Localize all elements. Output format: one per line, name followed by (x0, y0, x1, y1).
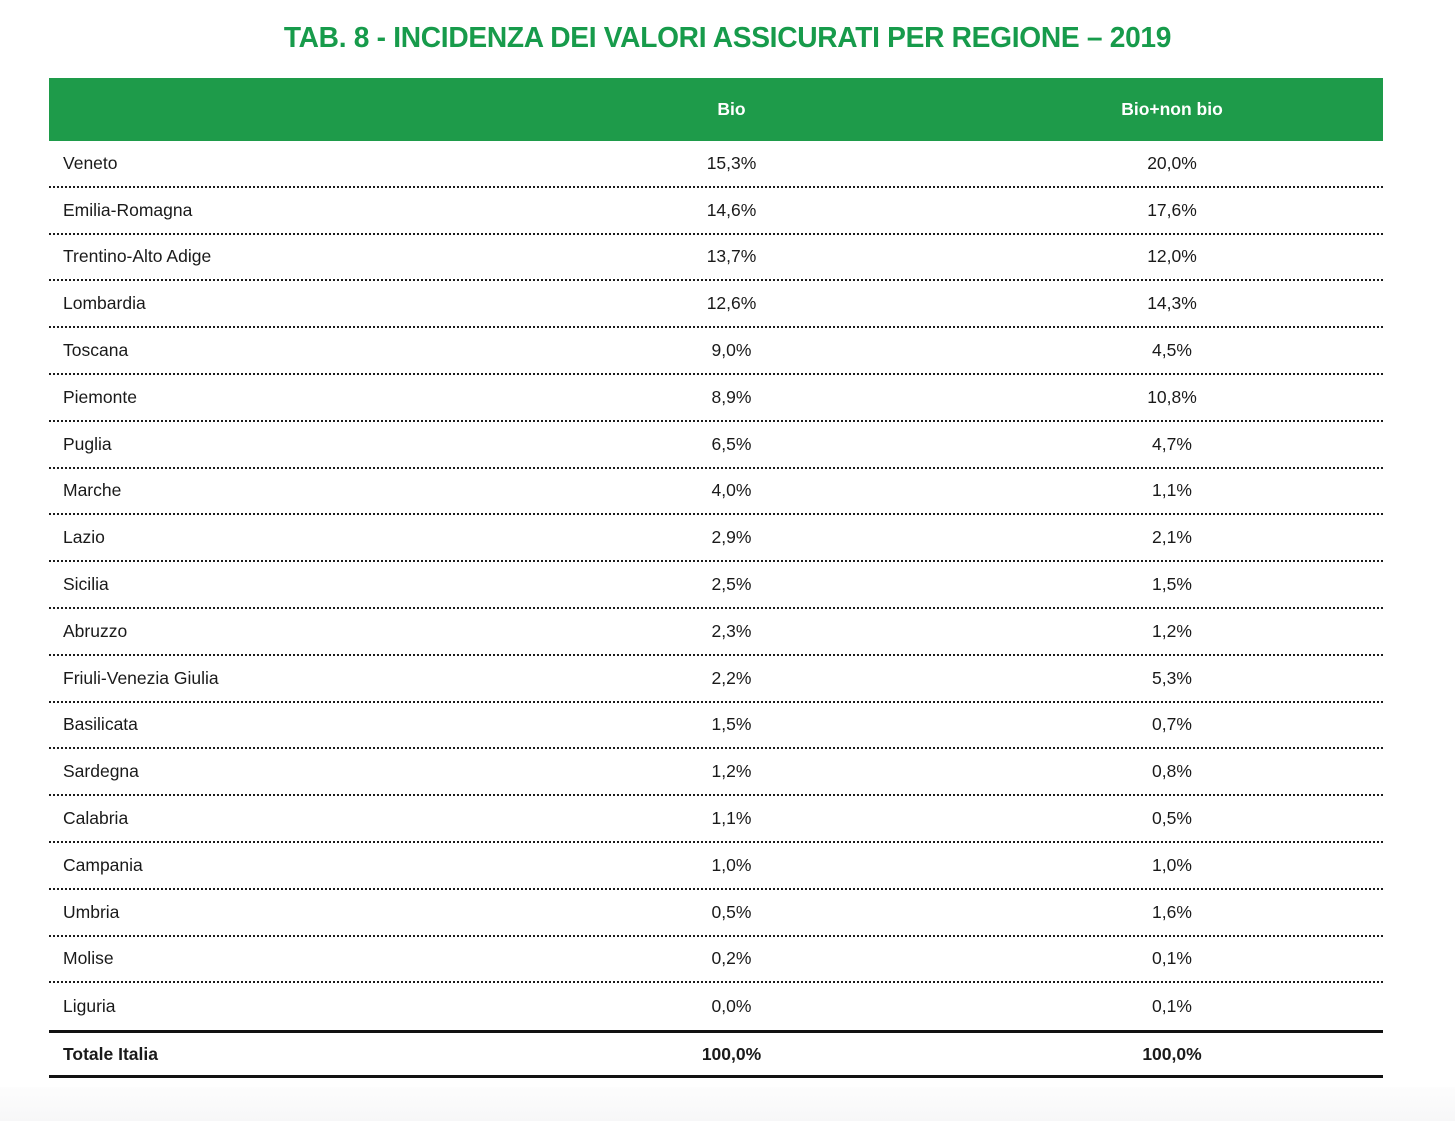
table-row (49, 609, 1383, 656)
bio-non-bio-value-cell: 12,0% (1147, 246, 1197, 267)
table-row (49, 796, 1383, 843)
table-row (49, 703, 1383, 750)
region-name-cell: Veneto (63, 152, 118, 173)
total-bio-value: 100,0% (701, 1043, 762, 1064)
bio-non-bio-value-cell: 1,0% (1152, 854, 1192, 875)
table-row (49, 235, 1383, 282)
region-name-cell: Lazio (63, 527, 105, 548)
bio-value-cell: 2,2% (711, 667, 752, 688)
table-row (49, 749, 1383, 796)
bio-non-bio-value-cell: 2,1% (1152, 527, 1192, 548)
table-total-row (49, 1030, 1383, 1078)
bio-non-bio-value-cell: 5,3% (1152, 667, 1192, 688)
bio-value-cell: 1,2% (711, 761, 752, 782)
region-name-cell: Lombardia (63, 293, 146, 314)
region-name-cell: Campania (63, 854, 143, 875)
table-row (49, 328, 1383, 375)
bio-non-bio-value-cell: 1,6% (1152, 901, 1192, 922)
bio-value-cell: 1,5% (711, 714, 752, 735)
table-row (49, 515, 1383, 562)
bio-value-cell: 0,5% (711, 901, 752, 922)
bio-non-bio-value-cell: 14,3% (1147, 293, 1197, 314)
bio-non-bio-value-cell: 20,0% (1147, 152, 1197, 173)
bio-value-cell: 14,6% (706, 199, 757, 220)
region-name-cell: Trentino-Alto Adige (63, 246, 212, 267)
page-bottom-band (0, 1087, 1455, 1121)
bio-value-cell: 0,2% (711, 948, 752, 969)
table-row (49, 422, 1383, 469)
bio-value-cell: 2,5% (711, 574, 752, 595)
bio-non-bio-value-cell: 4,7% (1152, 433, 1192, 454)
table-body (49, 141, 1383, 1030)
table-row (49, 983, 1383, 1030)
table-header-row (49, 78, 1383, 141)
bio-non-bio-value-cell: 17,6% (1147, 199, 1197, 220)
region-name-cell: Calabria (63, 808, 129, 829)
bio-non-bio-value-cell: 1,2% (1152, 620, 1192, 641)
bio-value-cell: 6,5% (711, 433, 752, 454)
bio-value-cell: 0,0% (711, 996, 752, 1017)
header-cell-bio: Bio (717, 99, 746, 119)
bio-value-cell: 2,9% (711, 527, 752, 548)
total-bio-non-bio-value: 100,0% (1142, 1043, 1202, 1064)
bio-value-cell: 1,1% (711, 808, 752, 829)
table-title: TAB. 8 - INCIDENZA DEI VALORI ASSICURATI PER REGIONE – 2019 (283, 22, 1172, 54)
table-row (49, 656, 1383, 703)
bio-value-cell: 4,0% (711, 480, 752, 501)
bio-non-bio-value-cell: 0,7% (1152, 714, 1192, 735)
table-row (49, 469, 1383, 516)
bio-value-cell: 9,0% (711, 340, 752, 361)
bio-non-bio-value-cell: 4,5% (1152, 340, 1192, 361)
region-name-cell: Basilicata (63, 714, 138, 735)
table-row (49, 937, 1383, 984)
bio-value-cell: 13,7% (706, 246, 757, 267)
region-name-cell: Friuli-Venezia Giulia (63, 667, 219, 688)
region-name-cell: Liguria (63, 996, 116, 1017)
incidenza-valori-table (49, 78, 1383, 1078)
table-row (49, 843, 1383, 890)
region-name-cell: Molise (63, 948, 114, 969)
table-row (49, 890, 1383, 937)
bio-non-bio-value-cell: 1,1% (1152, 480, 1192, 501)
table-row (49, 141, 1383, 188)
region-name-cell: Marche (63, 480, 122, 501)
table-row (49, 188, 1383, 235)
bio-non-bio-value-cell: 0,1% (1152, 996, 1192, 1017)
region-name-cell: Sicilia (63, 574, 109, 595)
region-name-cell: Abruzzo (63, 620, 128, 641)
region-name-cell: Umbria (63, 901, 120, 922)
bio-non-bio-value-cell: 0,8% (1152, 761, 1192, 782)
bio-value-cell: 15,3% (706, 152, 757, 173)
total-region-label: Totale Italia (63, 1043, 158, 1064)
bio-value-cell: 2,3% (711, 620, 752, 641)
region-name-cell: Puglia (63, 433, 112, 454)
table-row (49, 562, 1383, 609)
region-name-cell: Toscana (63, 340, 129, 361)
bio-non-bio-value-cell: 1,5% (1152, 574, 1192, 595)
region-name-cell: Emilia-Romagna (63, 199, 193, 220)
bio-value-cell: 8,9% (711, 386, 752, 407)
region-name-cell: Sardegna (63, 761, 139, 782)
bio-value-cell: 1,0% (711, 854, 752, 875)
bio-non-bio-value-cell: 10,8% (1147, 386, 1197, 407)
header-cell-bio-non-bio: Bio+non bio (1121, 99, 1223, 119)
table-row (49, 281, 1383, 328)
bio-non-bio-value-cell: 0,1% (1152, 948, 1192, 969)
table-row (49, 375, 1383, 422)
region-name-cell: Piemonte (63, 386, 137, 407)
bio-value-cell: 12,6% (706, 293, 757, 314)
bio-non-bio-value-cell: 0,5% (1152, 808, 1192, 829)
